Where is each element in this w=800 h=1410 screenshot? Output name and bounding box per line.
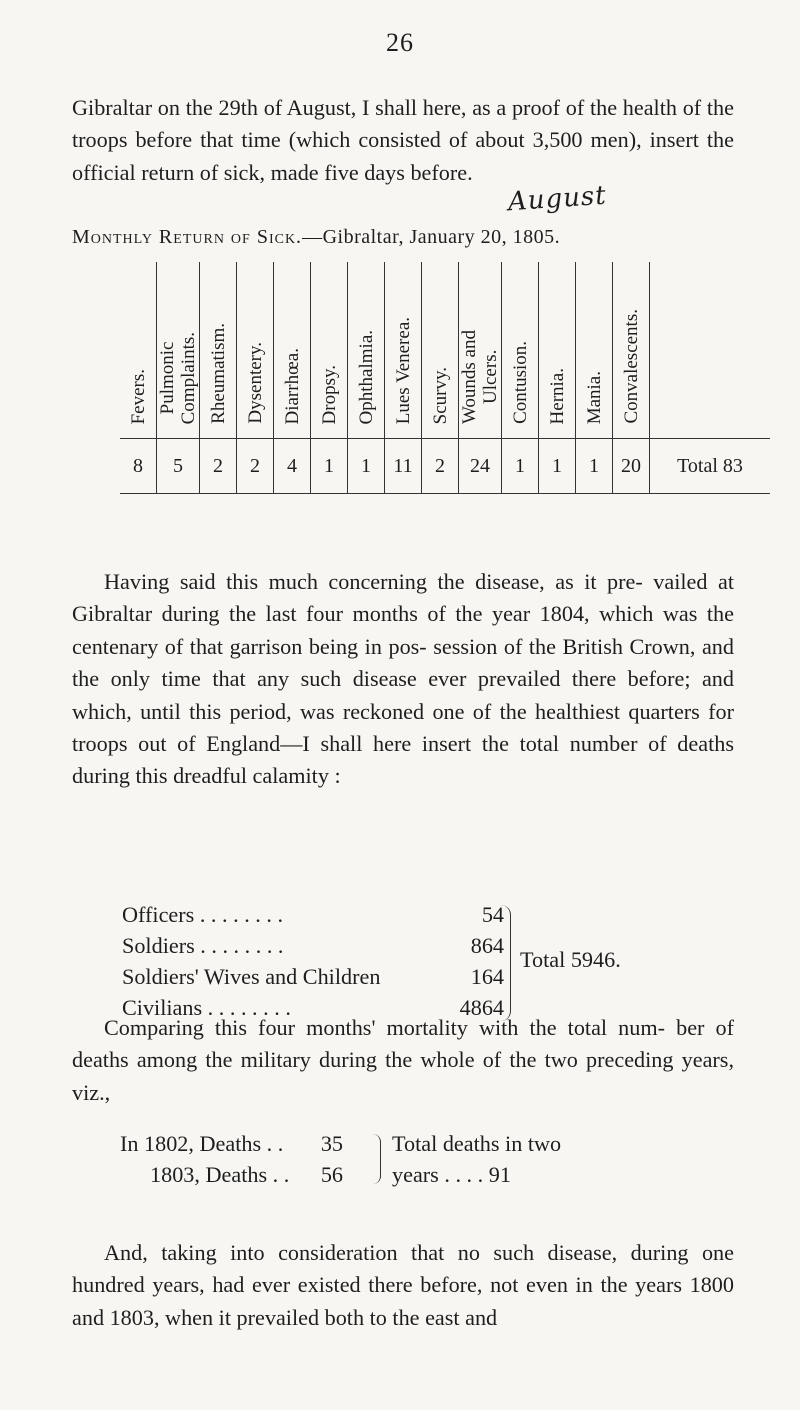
- paragraph-conclusion: [72, 1237, 734, 1334]
- deaths-total: Total 5946.: [520, 947, 621, 972]
- paragraph-conclusion-text: And, taking into consideration that no such disease, during one hundred years, had ever existed there before, not even in the years 1800 and 1803, when it prevailed both to the east and: [72, 1240, 734, 1330]
- deaths-row: [122, 899, 504, 930]
- deaths-label: Soldiers . . . . . . . .: [122, 933, 284, 958]
- paragraph-comparing: [72, 1012, 734, 1109]
- years-list: [120, 1128, 343, 1190]
- table-total: Total 83: [650, 439, 771, 494]
- column-header-label: Pulmonic Complaints.: [157, 331, 199, 424]
- column-header-label: Mania.: [583, 370, 605, 424]
- deaths-label: Officers . . . . . . . .: [122, 902, 284, 927]
- paragraph-disease: [72, 566, 734, 793]
- deaths-list: [122, 899, 504, 1023]
- paragraph-comparing-text: Comparing this four months' mortality with the total num- ber of deaths among the military during the whole of the two preceding years, viz.,: [72, 1015, 734, 1105]
- year-value: 35: [320, 1131, 343, 1156]
- handwritten-correction: August: [507, 180, 608, 218]
- deaths-brace: [500, 905, 511, 1021]
- paragraph-intro: Gibraltar on the 29th of August, I shall here, as a proof of the health of the troops before that time (which consisted of about 3,500 men), insert the official return of sick, made five days before.: [72, 95, 734, 185]
- deaths-row: [122, 961, 504, 992]
- column-header-label: Diarrhœa.: [281, 347, 303, 424]
- column-header-label: Convalescents.: [620, 309, 642, 424]
- years-total-line1: Total deaths in two: [392, 1131, 562, 1156]
- table-cell-value: 1: [502, 439, 539, 494]
- table-cell-value: 2: [422, 439, 459, 494]
- column-header: [200, 262, 237, 439]
- column-header-label: Lues Venerea.: [392, 316, 414, 424]
- year-value: 56: [320, 1162, 343, 1187]
- column-header: [157, 262, 200, 439]
- table-cell-value: 8: [120, 439, 157, 494]
- column-header: [613, 262, 650, 439]
- table-cell-value: 11: [385, 439, 422, 494]
- column-header-label: Hernia.: [546, 367, 568, 424]
- column-header: [502, 262, 539, 439]
- column-header: [120, 262, 157, 439]
- table-header-row: [120, 262, 770, 439]
- table-cell-value: 5: [157, 439, 200, 494]
- table-heading: [72, 226, 734, 249]
- deaths-value: 164: [470, 964, 504, 989]
- heading-suffix: —Gibraltar, January 20, 1805.: [302, 226, 561, 248]
- deaths-value: 864: [470, 933, 504, 958]
- year-label: In 1802, Deaths . .: [120, 1131, 284, 1156]
- years-brace: [372, 1134, 381, 1184]
- column-header-label: Scurvy.: [429, 366, 451, 424]
- deaths-label: Civilians . . . . . . . .: [122, 995, 291, 1020]
- column-header: [274, 262, 311, 439]
- column-header: [422, 262, 459, 439]
- deaths-value: 54: [481, 902, 504, 927]
- column-header-label: Ophthalmia.: [355, 329, 377, 424]
- column-header: [385, 262, 422, 439]
- years-total-line2: years . . . . 91: [392, 1162, 511, 1187]
- table-value-row: [120, 439, 770, 494]
- paragraph-disease-text: Having said this much concerning the disease, as it pre- vailed at Gibraltar during the last four months of the year 1804, which was the centenary of that garrison being in pos- session of the British Crown, and the only time that any such disease ever prevailed there before; and which, until this period, was reckoned one of the healthiest quarters for troops out of England—I shall here insert the total number of deaths during this dreadful calamity :: [72, 569, 734, 789]
- column-header-label: Dropsy.: [318, 364, 340, 424]
- year-label: 1803, Deaths . .: [150, 1162, 290, 1187]
- column-header-label: Fevers.: [127, 368, 149, 424]
- table-cell-value: 24: [459, 439, 502, 494]
- column-header-label: Contusion.: [509, 341, 531, 424]
- sick-return-table: [120, 262, 770, 494]
- year-row: [120, 1159, 343, 1190]
- deaths-label: Soldiers' Wives and Children: [122, 964, 381, 989]
- table-cell-value: 1: [576, 439, 613, 494]
- table-cell-value: 1: [348, 439, 385, 494]
- column-header: [348, 262, 385, 439]
- table-cell-value: 2: [237, 439, 274, 494]
- column-header: [459, 262, 502, 439]
- page-number: 26: [386, 28, 414, 57]
- heading-prefix: Monthly Return of Sick.: [72, 226, 303, 248]
- table-cell-value: 1: [539, 439, 576, 494]
- table-cell-value: 4: [274, 439, 311, 494]
- column-header-label: Wounds and Ulcers.: [459, 330, 501, 424]
- column-header: [576, 262, 613, 439]
- deaths-row: [122, 930, 504, 961]
- year-row: [120, 1128, 343, 1159]
- years-total: [392, 1128, 561, 1190]
- column-header-label: Dysentery.: [244, 342, 266, 424]
- table-cell-value: 2: [200, 439, 237, 494]
- table-cell-value: 20: [613, 439, 650, 494]
- column-header-label: Rheumatism.: [207, 323, 229, 424]
- deaths-value: 4864: [459, 995, 504, 1020]
- table-cell-value: 1: [311, 439, 348, 494]
- column-header: [539, 262, 576, 439]
- column-header: [237, 262, 274, 439]
- column-header: [311, 262, 348, 439]
- column-header-empty: [650, 262, 771, 439]
